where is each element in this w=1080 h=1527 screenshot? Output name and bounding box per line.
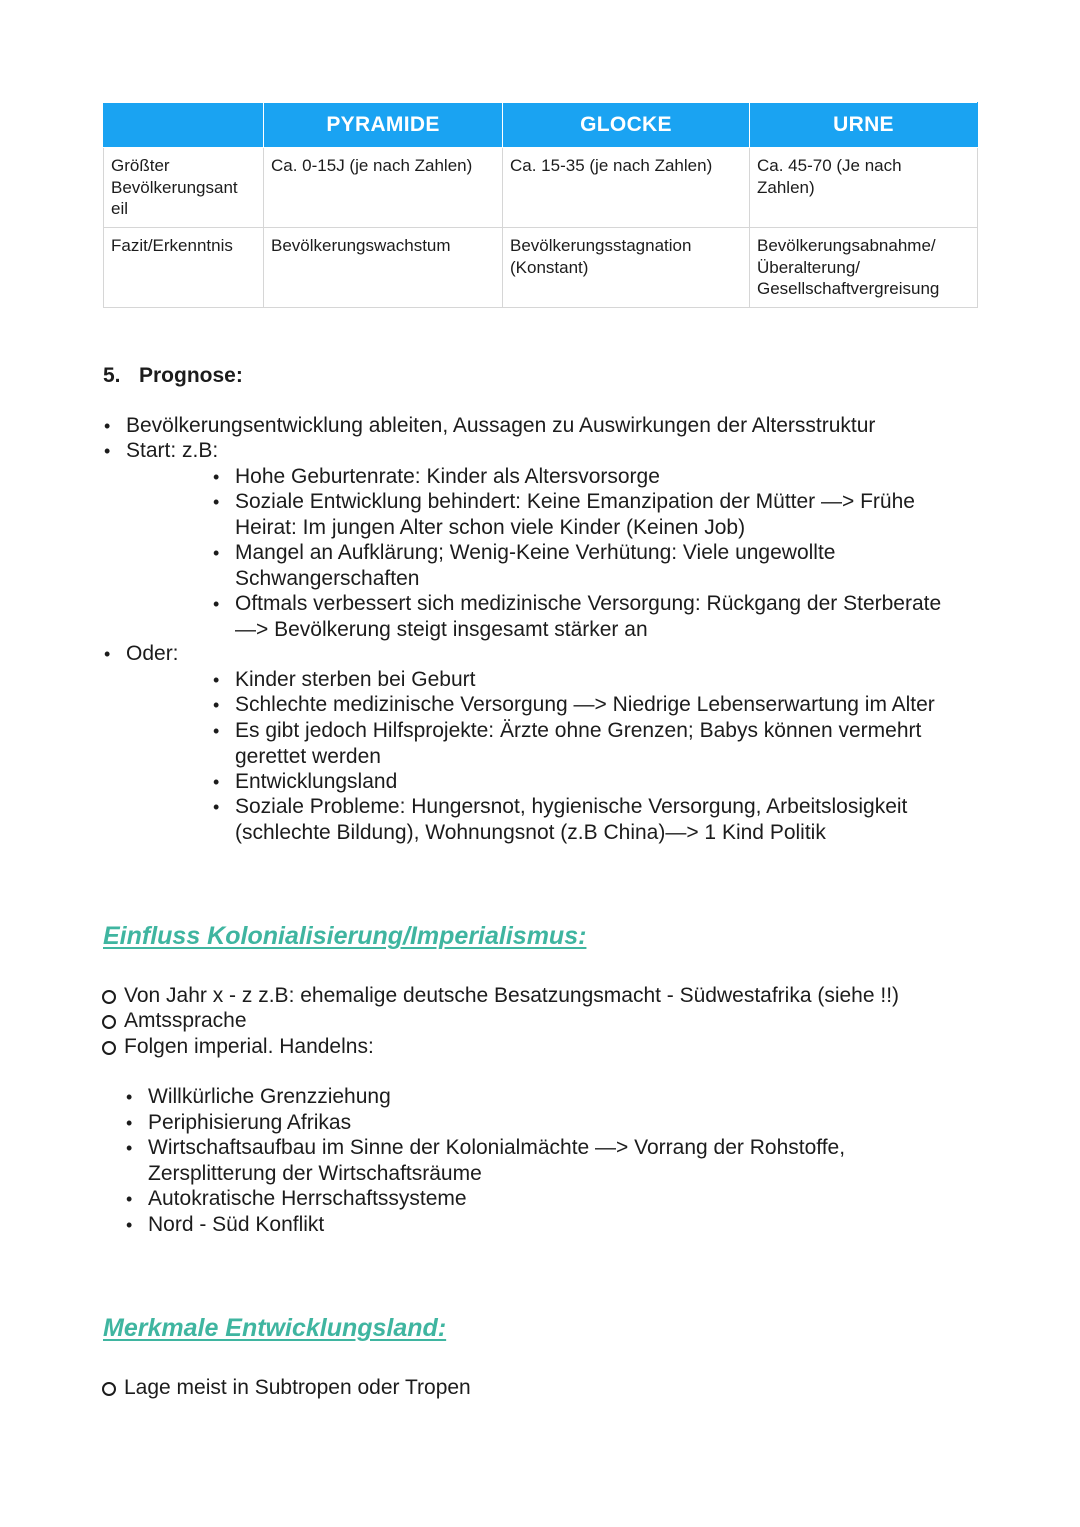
sub-list-item: Oftmals verbessert sich medizinische Versorgung: Rückgang der Sterberate [235, 592, 942, 615]
cell-line: Bevölkerungsabnahme/ [757, 236, 936, 255]
sub-list-item: Kinder sterben bei Geburt [235, 668, 476, 691]
list-item: Bevölkerungsentwicklung ableiten, Aussagen zu Auswirkungen der Altersstruktur [126, 414, 876, 437]
cell-line: Bevölkerungsstagnation [510, 236, 692, 255]
table-cell [750, 228, 978, 308]
table-header-glocke: GLOCKE [503, 103, 750, 148]
sub-list-item-continued: —> Bevölkerung steigt insgesamt stärker an [235, 618, 648, 641]
cell-line: Bevölkerungswachstum [271, 236, 451, 255]
bullet-icon: • [126, 1113, 133, 1133]
sub-list-item-continued: Schwangerschaften [235, 567, 420, 590]
sub-list-item-continued: (schlechte Bildung), Wohnungsnot (z.B China)—> 1 Kind Politik [235, 821, 826, 844]
bullet-icon: • [104, 416, 111, 436]
list-item: Oder: [126, 642, 179, 665]
bullet-icon: • [213, 695, 220, 715]
bullet-icon: • [213, 670, 220, 690]
bullet-icon: • [126, 1189, 133, 1209]
bullet-icon: • [213, 467, 220, 487]
table-header-pyramide: PYRAMIDE [264, 103, 503, 148]
sub-list-item: Mangel an Aufklärung; Wenig-Keine Verhütung: Viele ungewollte [235, 541, 836, 564]
table-header-row [104, 103, 978, 148]
table-header-urne: URNE [750, 103, 978, 148]
cell-line: Bevölkerungsant [111, 177, 238, 197]
row-label-cell [104, 148, 264, 228]
sub-list-item: Periphisierung Afrikas [148, 1111, 352, 1134]
table-cell [503, 228, 750, 308]
section-heading-prognose [103, 364, 243, 388]
table-cell [750, 148, 978, 228]
cell-line: Fazit/Erkenntnis [111, 236, 233, 255]
sub-list-item: Soziale Probleme: Hungersnot, hygienische Versorgung, Arbeitslosigkeit [235, 795, 908, 818]
sub-list-item: Entwicklungsland [235, 770, 398, 793]
bullet-icon: • [213, 543, 220, 563]
list-item: Lage meist in Subtropen oder Tropen [124, 1376, 471, 1399]
list-item: Folgen imperial. Handelns: [124, 1035, 374, 1058]
sub-list-item: Autokratische Herrschaftssysteme [148, 1187, 467, 1210]
bullet-icon: • [213, 772, 220, 792]
cell-line: Gesellschaftvergreisung [757, 279, 940, 298]
table-cell [264, 228, 503, 308]
sub-list-item: Nord - Süd Konflikt [148, 1213, 325, 1236]
sub-list-item: Es gibt jedoch Hilfsprojekte: Ärzte ohne Grenzen; Babys können vermehrt [235, 719, 922, 742]
sub-list-item: Hohe Geburtenrate: Kinder als Altersvorsorge [235, 465, 660, 488]
sub-list-item: Soziale Entwicklung behindert: Keine Emanzipation der Mütter —> Frühe [235, 490, 915, 513]
circle-bullet-icon [102, 1382, 116, 1396]
population-structure-table [103, 102, 978, 308]
sub-list-item: Wirtschaftsaufbau im Sinne der Kolonialmächte —> Vorrang der Rohstoffe, [148, 1136, 846, 1159]
sub-list-item-continued: Zersplitterung der Wirtschaftsräume [148, 1162, 482, 1185]
sub-list-item: Willkürliche Grenzziehung [148, 1085, 391, 1108]
table-header-empty [104, 103, 264, 148]
cell-line: Ca. 0-15J (je nach Zahlen) [271, 156, 473, 175]
section-title: Prognose: [139, 364, 243, 387]
list-item: Amtssprache [124, 1009, 247, 1032]
sub-list-item-continued: Heirat: Im jungen Alter schon viele Kinder (Keinen Job) [235, 516, 746, 539]
list-item: Von Jahr x - z z.B: ehemalige deutsche Besatzungsmacht - Südwestafrika (siehe !!) [124, 984, 900, 1007]
cell-line: eil [111, 199, 129, 218]
row-label-cell [104, 228, 264, 308]
circle-bullet-icon [102, 1015, 116, 1029]
cell-line: Zahlen) [757, 177, 815, 197]
sub-list-item: Schlechte medizinische Versorgung —> Niedrige Lebenserwartung im Alter [235, 693, 935, 716]
bullet-icon: • [213, 721, 220, 741]
cell-line: Größter [111, 156, 170, 175]
bullet-icon: • [104, 644, 111, 664]
list-item: Start: z.B: [126, 439, 219, 462]
table-row [104, 228, 978, 308]
bullet-icon: • [126, 1087, 133, 1107]
bullet-icon: • [213, 492, 220, 512]
table-cell [503, 148, 750, 228]
cell-line: Überalterung/ [757, 257, 861, 277]
table-row [104, 148, 978, 228]
cell-line: Ca. 45-70 (Je nach [757, 156, 902, 175]
bullet-icon: • [104, 441, 111, 461]
heading-entwicklungsland: Merkmale Entwicklungsland: [103, 1314, 447, 1342]
heading-kolonialisierung: Einfluss Kolonialisierung/Imperialismus: [103, 922, 587, 950]
bullet-icon: • [126, 1138, 133, 1158]
section-number: 5. [103, 364, 121, 387]
bullet-icon: • [213, 797, 220, 817]
bullet-icon: • [126, 1215, 133, 1235]
cell-line: Ca. 15-35 (je nach Zahlen) [510, 156, 713, 175]
table-cell [264, 148, 503, 228]
sub-list-item-continued: gerettet werden [235, 745, 381, 768]
circle-bullet-icon [102, 1041, 116, 1055]
bullet-icon: • [213, 594, 220, 614]
cell-line: (Konstant) [510, 257, 589, 277]
circle-bullet-icon [102, 990, 116, 1004]
